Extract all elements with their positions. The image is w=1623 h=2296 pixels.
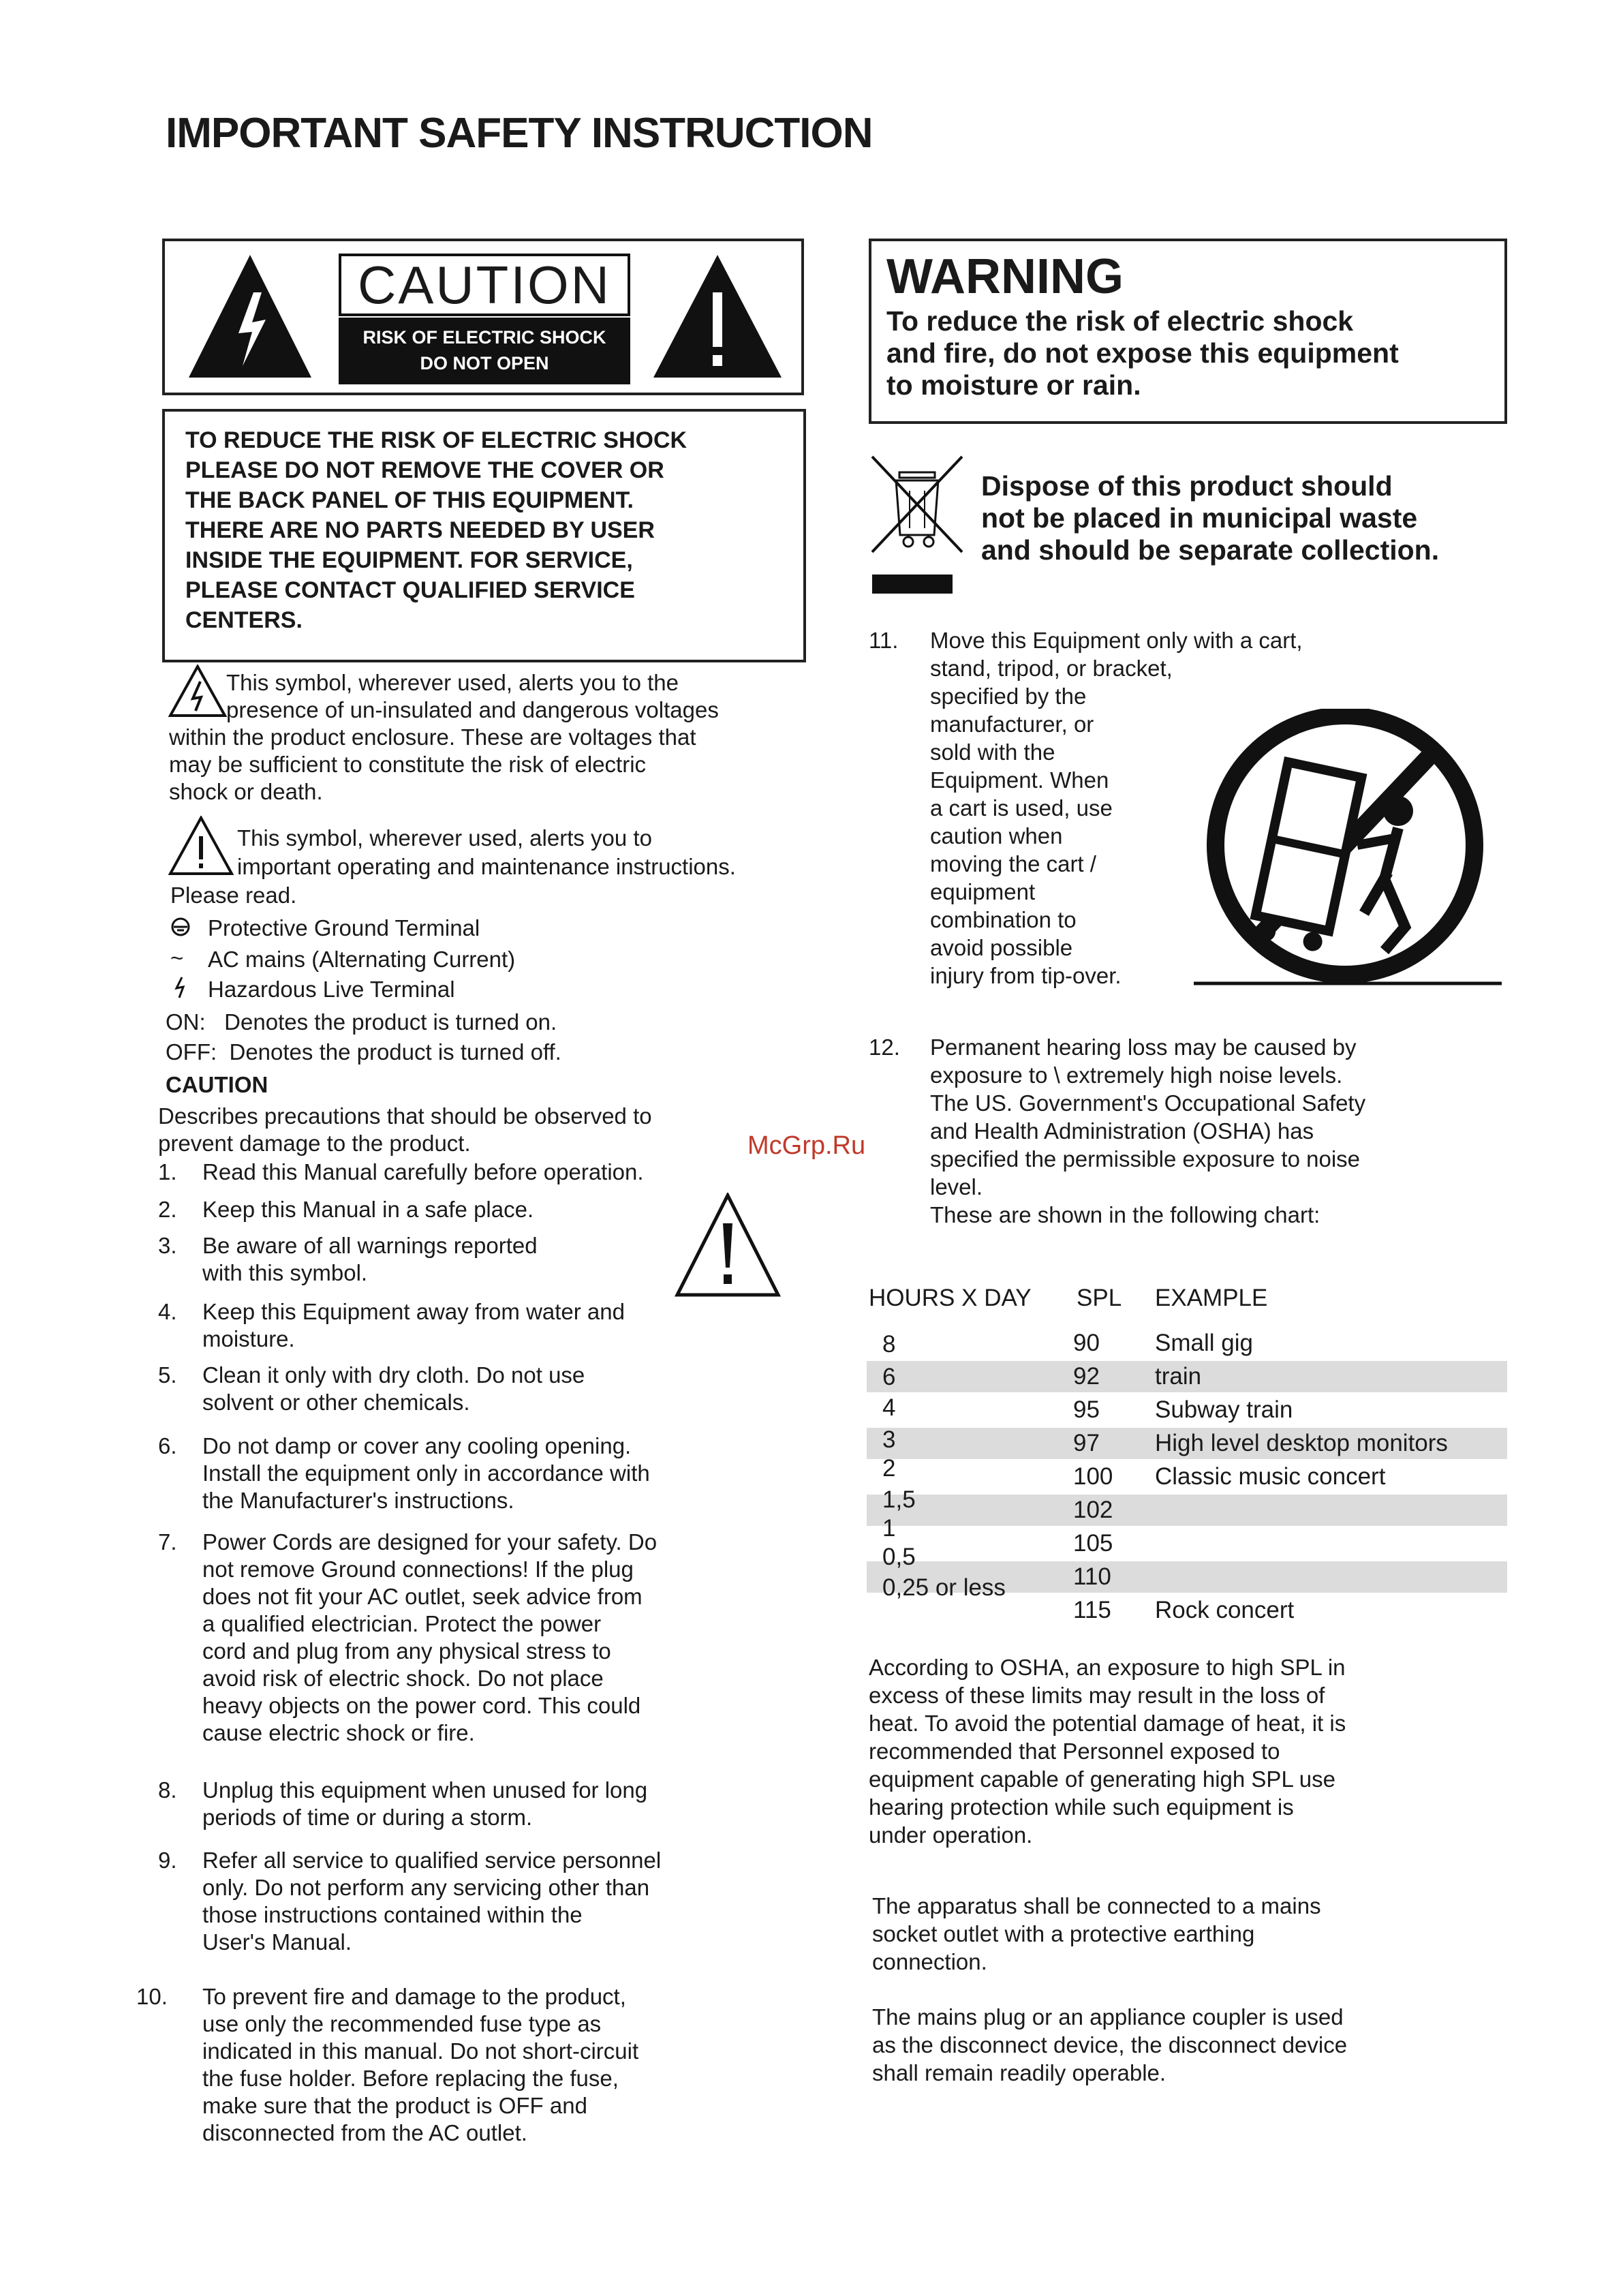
symbol1-line: may be sufficient to constitute the risk of electric xyxy=(169,752,647,777)
exclamation-triangle-icon xyxy=(675,1193,781,1299)
list-line: does not fit your AC outlet, seek advice from xyxy=(202,1584,643,1609)
list-line: cord and plug from any physical stress to xyxy=(202,1638,611,1664)
list-number: 7. xyxy=(158,1529,177,1555)
paragraph-line: The mains plug or an appliance coupler is used xyxy=(872,2004,1344,2030)
table-header-spl: SPL xyxy=(1077,1285,1122,1311)
item11-line: injury from tip-over. xyxy=(930,963,1122,988)
list-line: a qualified electrician. Protect the power xyxy=(202,1611,602,1636)
item11-line: stand, tripod, or bracket, xyxy=(930,656,1173,681)
item12-line: Permanent hearing loss may be caused by xyxy=(930,1035,1357,1060)
list-line: To prevent fire and damage to the product, xyxy=(202,1984,626,2009)
cell-example: High level desktop monitors xyxy=(1155,1430,1448,1456)
cell-example: train xyxy=(1155,1363,1202,1390)
list-number: 4. xyxy=(158,1299,177,1324)
list-line: Read this Manual carefully before operation. xyxy=(202,1159,644,1184)
list-line: Do not damp or cover any cooling opening. xyxy=(202,1433,632,1458)
paragraph-line: socket outlet with a protective earthing xyxy=(872,1921,1255,1946)
dispose-notice: Dispose of this product should not be placed in municipal waste and should be separate collection. xyxy=(981,470,1440,566)
electric-shock-warning-icon xyxy=(185,251,315,381)
list-line: the Manufacturer's instructions. xyxy=(202,1488,514,1513)
list-line: make sure that the product is OFF and xyxy=(202,2093,587,2118)
item-number: 11. xyxy=(869,628,899,653)
list-line: periods of time or during a storm. xyxy=(202,1805,533,1830)
item11-line: a cart is used, use xyxy=(930,795,1113,821)
list-line: avoid risk of electric shock. Do not place xyxy=(202,1666,604,1691)
symbol1-line: shock or death. xyxy=(169,779,323,804)
symbol1-line: This symbol, wherever used, alerts you to the xyxy=(226,670,679,695)
cell-hours: 8 xyxy=(882,1331,896,1358)
item12-line: exposure to \ extremely high noise levels. xyxy=(930,1062,1343,1088)
list-line: cause electric shock or fire. xyxy=(202,1720,475,1745)
cell-spl: 105 xyxy=(1073,1530,1113,1557)
item11-line: Equipment. When xyxy=(930,767,1109,793)
exclamation-triangle-icon xyxy=(168,816,234,876)
page-title: IMPORTANT SAFETY INSTRUCTION xyxy=(166,110,873,157)
symbol2-line: important operating and maintenance instructions. xyxy=(237,854,736,879)
cell-hours: 1 xyxy=(882,1515,896,1542)
item11-line: avoid possible xyxy=(930,935,1073,960)
list-line: the fuse holder. Before replacing the fuse, xyxy=(202,2066,619,2091)
list-line: Clean it only with dry cloth. Do not use xyxy=(202,1362,585,1388)
caution-desc-line: prevent damage to the product. xyxy=(158,1131,471,1156)
caution-word: CAUTION xyxy=(339,254,630,316)
legend-on: ON: Denotes the product is turned on. xyxy=(166,1009,557,1035)
symbol2-line: Please read. xyxy=(170,883,297,908)
reduce-line: CENTERS. xyxy=(185,607,303,633)
list-line: Be aware of all warnings reported xyxy=(202,1233,538,1258)
list-number: 9. xyxy=(158,1848,177,1873)
cell-example: Subway train xyxy=(1155,1396,1293,1423)
cell-hours: 1,5 xyxy=(882,1486,916,1513)
cell-spl: 102 xyxy=(1073,1497,1113,1523)
table-header-example: EXAMPLE xyxy=(1155,1285,1268,1311)
symbol1-line: presence of un-insulated and dangerous voltages xyxy=(226,697,719,722)
list-line: Refer all service to qualified service personnel xyxy=(202,1848,662,1873)
item-number: 12. xyxy=(869,1035,900,1060)
paragraph-line: recommended that Personnel exposed to xyxy=(869,1739,1280,1764)
warning-line: to moisture or rain. xyxy=(886,369,1141,401)
cart-tipover-icon xyxy=(1194,709,1502,990)
reduce-risk-box xyxy=(162,409,806,662)
cell-example: Rock concert xyxy=(1155,1597,1295,1623)
lightning-triangle-icon xyxy=(168,664,227,718)
list-line: use only the recommended fuse type as xyxy=(202,2011,602,2036)
paragraph-line: heat. To avoid the potential damage of heat, it is xyxy=(869,1711,1346,1736)
cell-spl: 95 xyxy=(1073,1396,1100,1423)
cell-spl: 90 xyxy=(1073,1330,1100,1356)
item12-line: These are shown in the following chart: xyxy=(930,1202,1320,1227)
cell-hours: 3 xyxy=(882,1426,896,1453)
paragraph-line: as the disconnect device, the disconnect device xyxy=(872,2032,1348,2057)
ground-terminal-icon xyxy=(170,917,191,937)
list-line: solvent or other chemicals. xyxy=(202,1390,470,1415)
list-line: Keep this Manual in a safe place. xyxy=(202,1197,534,1222)
item12-line: level. xyxy=(930,1174,983,1199)
warning-line: To reduce the risk of electric shock xyxy=(886,305,1354,337)
legend-ground: Protective Ground Terminal xyxy=(208,915,480,940)
live-terminal-icon xyxy=(174,976,187,999)
list-line: heavy objects on the power cord. This could xyxy=(202,1693,641,1718)
caution-label-box xyxy=(162,239,804,395)
paragraph-line: equipment capable of generating high SPL use xyxy=(869,1766,1335,1792)
cell-spl: 100 xyxy=(1073,1463,1113,1490)
warning-line: and fire, do not expose this equipment xyxy=(886,337,1399,369)
cell-hours: 0,25 or less xyxy=(882,1574,1006,1601)
cell-hours: 0,5 xyxy=(882,1544,916,1570)
reduce-line: THERE ARE NO PARTS NEEDED BY USER xyxy=(185,517,655,543)
item11-line: specified by the xyxy=(930,684,1087,709)
reduce-line: THE BACK PANEL OF THIS EQUIPMENT. xyxy=(185,487,634,513)
caution-heading: CAUTION xyxy=(166,1072,268,1097)
paragraph-line: connection. xyxy=(872,1949,987,1974)
list-line: User's Manual. xyxy=(202,1929,352,1955)
cell-example: Classic music concert xyxy=(1155,1463,1386,1490)
caution-sub: RISK OF ELECTRIC SHOCK DO NOT OPEN xyxy=(339,318,630,384)
list-line: Keep this Equipment away from water and xyxy=(202,1299,625,1324)
paragraph-line: excess of these limits may result in the loss of xyxy=(869,1683,1325,1708)
item11-line: equipment xyxy=(930,879,1036,904)
reduce-line: TO REDUCE THE RISK OF ELECTRIC SHOCK xyxy=(185,427,687,453)
list-line: only. Do not perform any servicing other than xyxy=(202,1875,650,1900)
cell-spl: 110 xyxy=(1073,1563,1111,1590)
ac-mains-icon: ~ xyxy=(170,945,184,970)
legend-ac: AC mains (Alternating Current) xyxy=(208,947,516,972)
cell-hours: 2 xyxy=(882,1455,896,1482)
reduce-line: INSIDE THE EQUIPMENT. FOR SERVICE, xyxy=(185,547,633,573)
list-line: those instructions contained within the xyxy=(202,1902,583,1927)
paragraph-line: The apparatus shall be connected to a mains xyxy=(872,1893,1321,1918)
paragraph-line: under operation. xyxy=(869,1822,1033,1848)
warning-title: WARNING xyxy=(886,249,1124,304)
legend-live: Hazardous Live Terminal xyxy=(208,977,455,1002)
item11-line: moving the cart / xyxy=(930,851,1096,876)
list-line: indicated in this manual. Do not short-circuit xyxy=(202,2038,639,2064)
exclamation-warning-icon xyxy=(650,251,785,381)
list-line: with this symbol. xyxy=(202,1260,368,1285)
paragraph-line: According to OSHA, an exposure to high SPL in xyxy=(869,1655,1346,1680)
reduce-line: PLEASE DO NOT REMOVE THE COVER OR xyxy=(185,457,664,483)
item11-line: combination to xyxy=(930,907,1077,932)
list-line: moisture. xyxy=(202,1326,295,1351)
weee-crossed-bin-icon xyxy=(869,453,965,596)
list-line: not remove Ground connections! If the plug xyxy=(202,1557,634,1582)
cell-example: Small gig xyxy=(1155,1330,1253,1356)
reduce-line: PLEASE CONTACT QUALIFIED SERVICE xyxy=(185,577,635,603)
caution-desc-line: Describes precautions that should be observed to xyxy=(158,1103,652,1129)
item11-line: manufacturer, or xyxy=(930,711,1094,737)
list-line: Unplug this equipment when unused for long xyxy=(202,1777,648,1803)
cell-hours: 4 xyxy=(882,1394,896,1421)
warning-box xyxy=(869,239,1507,424)
item11-line: sold with the xyxy=(930,739,1055,765)
item11-line: caution when xyxy=(930,823,1063,848)
symbol1-line: within the product enclosure. These are voltages that xyxy=(169,724,696,750)
cell-spl: 97 xyxy=(1073,1430,1100,1456)
list-line: Power Cords are designed for your safety. Do xyxy=(202,1529,658,1555)
list-number: 10. xyxy=(136,1984,168,2009)
list-number: 2. xyxy=(158,1197,177,1222)
legend-off: OFF: Denotes the product is turned off. xyxy=(166,1039,561,1065)
list-line: Install the equipment only in accordance with xyxy=(202,1460,650,1486)
item11-line: Move this Equipment only with a cart, xyxy=(930,628,1303,653)
cell-spl: 115 xyxy=(1073,1597,1111,1623)
table-header-hours: HOURS X DAY xyxy=(869,1285,1032,1311)
table-row xyxy=(867,1528,1507,1559)
list-number: 3. xyxy=(158,1233,177,1258)
paragraph-line: shall remain readily operable. xyxy=(872,2060,1166,2085)
cell-spl: 92 xyxy=(1073,1363,1100,1390)
watermark: McGrp.Ru xyxy=(747,1131,866,1160)
list-number: 8. xyxy=(158,1777,177,1803)
paragraph-line: hearing protection while such equipment is xyxy=(869,1794,1294,1820)
item12-line: The US. Government's Occupational Safety xyxy=(930,1090,1366,1116)
symbol2-line: This symbol, wherever used, alerts you to xyxy=(237,825,652,851)
list-number: 1. xyxy=(158,1159,177,1184)
list-number: 5. xyxy=(158,1362,177,1388)
item12-line: specified the permissible exposure to noise xyxy=(930,1146,1361,1172)
table-row xyxy=(867,1495,1507,1526)
list-number: 6. xyxy=(158,1433,177,1458)
item12-line: and Health Administration (OSHA) has xyxy=(930,1118,1314,1144)
list-line: disconnected from the AC outlet. xyxy=(202,2120,527,2145)
cell-hours: 6 xyxy=(882,1364,896,1390)
